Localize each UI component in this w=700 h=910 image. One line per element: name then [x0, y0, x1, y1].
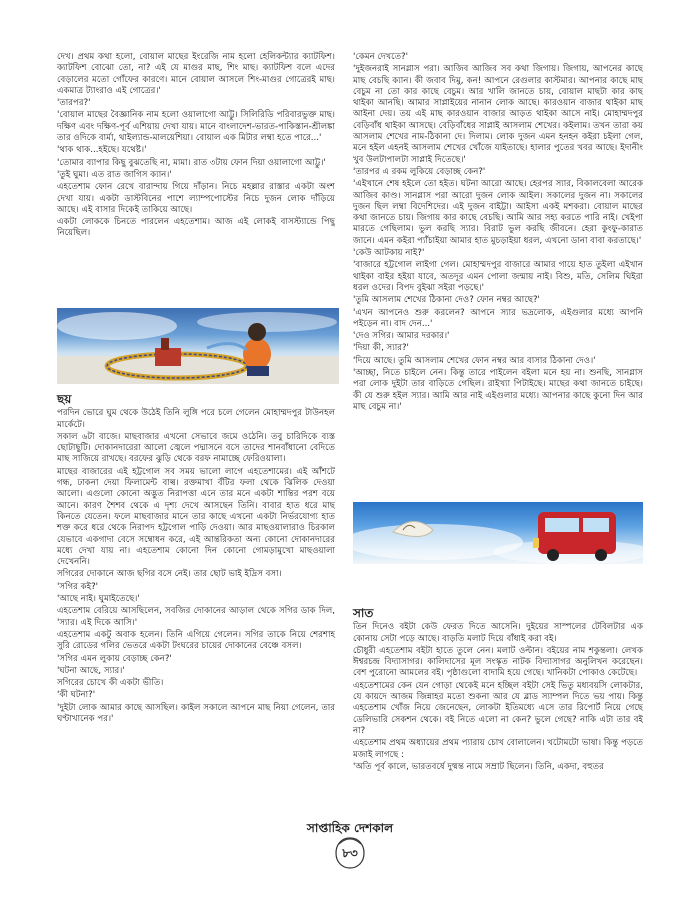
paragraph: 'দিয়া কী, স্যার?' — [353, 343, 409, 354]
left-column-lower — [57, 388, 335, 726]
paragraph: 'কেউ আটকায় নাই?' — [353, 248, 425, 259]
paragraph: এহতেশামের কেন যেন গোড়া থেকেই মনে হচ্ছিল বইটা সেই ভিতু মধ্যবয়সি লোকটার, যে কায়দে আজম জিন্নাহর মতো শুকনা আর যে ব্লাড স্যাম্পল দিতে ভয় পায়। কিন্তু এহতেশাম খোঁজ নিয়ে জেনেছেন, লোকটা ইতিমধ্যে এসে তার রিপোর্ট নিয়ে গেছে ডেলিভারি সেকশন থেকে। বই নিতে এলো না কেন? ভুলে গেছে? নাকি এটা তার বই না? — [353, 680, 643, 736]
paragraph: 'দেও সগির। আমার দরকার।' — [353, 331, 450, 342]
paragraph: 'তোমার ব্যাপার কিছু বুঝতেছি না, মামা। রাত ৩টায় ফোন দিয়া ওয়ালাগো আট্টু।' — [57, 157, 326, 168]
paragraph: 'এইখানে শেষ হইলে তো হইত। ঘটনা আরো আছে। হেরপর স্যার, বিকালবেলা আরেক আজিব কাণ্ড। সানগ্লাস পরা আরো দুজন লোক আইল। সকালের দুজন না। সকালের দুজন ছিল লম্বা বিদেশিদের। এই দুজন বাইট্টা। আইসা একই মশকরা। বোয়াল মাছের কথা জানতে চায়। জিগায় কার কাছে বেচছি। আমি আর সহ্য করতে পারি নাই। খেইপা মারতে গেছিলাম। ভুল করছি স্যার। বিরাট ভুল করছি জীবনে। হেরা কুংফু-কারাত জানে। এমন কইরা প্যাঁচাইয়া আমার হাত মুচড়াইয়া ধরল, এখনো ডানা বাবা করতাছে।' — [353, 179, 643, 246]
paragraph: 'তুই ঘুমা। এত রাত জাগিস ক্যান।' — [57, 169, 172, 180]
illustration-child-toy-track — [57, 308, 339, 384]
paragraph: মাছের বাজারের এই হট্টগোল সব সময় ভালো লাগে এহতেশামের। এই আঁশটে গন্ধ, ঢাকনা দেয়া ফিলামেন্ট বাল্ব। রক্তমাখা বঁটির ফলা থেকে ঝিলিক দেওয়া আলো। এগুলো কোনো অদ্ভুত নিরাপত্তা এনে তার মনে একটা শান্তির পরশ বয়ে আনে। কারণ শৈশব থেকে এ দৃশ্য দেখে আসছেন তিনি। বাবার হাত ধরে মাছ কিনতে যেতেন। ফলে মাছবাজার মানে তার কাছে এখনো একটা নির্ভরযোগ্য হাত শক্ত করে ধরে থেকে নিরাপদ হট্টগোল পাড়ি দেওয়া। আর মাছওয়ালারাও চিরকাল যেভাবে একগাদা বেসে সম্বোধন করে, এই আন্তরিকতা অন্য কোনো দোকানদারের মধ্যে দেখা যায় না। এহতেশাম কোনো দিন কোনো গোমড়ামুখো মাছওয়ালা দেখেননি। — [57, 466, 335, 568]
paragraph: 'বোয়াল মাছের বৈজ্ঞানিক নাম হলো ওয়ালাগো আট্টু। সিলিরিডি পরিবারভুক্ত মাছ। দক্ষিণ এবং দক্ষিণ-পূর্ব এশিয়ায় দেখা যায়। মানে বাংলাদেশ-ভারত-পাকিস্তান-শ্রীলঙ্কা তার ওদিকে বার্মা, থাইল্যান্ড-মালয়েশিয়া। বোয়াল এক মিটার লম্বা হতে পারে...' — [57, 110, 335, 144]
paragraph: 'সগির এমন লুকায় বেড়াচ্ছ কেন?' — [57, 653, 172, 664]
right-column-lower — [353, 602, 643, 774]
paragraph: 'বাজারে হট্টগোল লাইগা গেল। মোহাম্মদপুর বাজারে আমার গায়ে হাত তুইলা এইখান থাইকা বাইর হইয়া যাবে, অতদূর এমন পোলা জন্মায় নাই। বিশু, মতি, সেলিম ঘিইরা ধরল ওদের। বিপদ বুইঝা সইরা পড়ছে।' — [353, 260, 643, 293]
illustration-bus-and-book — [353, 502, 643, 564]
paragraph: 'তুমি আসলাম শেখের ঠিকানা দেও? ফোন নম্বর আছে?' — [353, 295, 540, 306]
paragraph: 'তারপর?' — [57, 98, 91, 109]
paragraph: এহতেশাম প্রথম অধ্যায়ের প্রথম প্যারায় চোখ বোলালেন। খটোমটো ভাষা। কিন্তু পড়তে মজাই লাগছে : — [353, 738, 643, 760]
paragraph: এহতেশাম একটু অবাক হলেন। তিনি এগিয়ে গেলেন। সগির তাকে নিয়ে শেরশাহ সুরি রোডের গলির ভেতরে একটা টংঘরের চায়ের দোকানের বেঞ্চে বসল। — [57, 629, 335, 652]
paragraph: 'ঘটনা আছে, স্যার।' — [57, 665, 125, 676]
paragraph: একটা লোককে চিনতে পারলেন এহতেশাম। আজ এই লোকই বাসস্ট্যান্ডে পিছু নিয়েছিল। — [57, 217, 335, 239]
paragraph: 'কী ঘটনা?' — [57, 690, 96, 701]
page-number: ৮৩ — [342, 846, 358, 860]
right-column-top — [353, 52, 643, 414]
paragraph: 'সগির কই?' — [57, 581, 98, 592]
magazine-title: সাপ্তাহিক দেশকাল — [306, 821, 394, 835]
paragraph: 'দিয়ে আছে। তুমি আসলাম শেখের ফোন নম্বর আর বাসার ঠিকানা দেও।' — [353, 355, 596, 366]
paragraph: পরদিন ভোরে ঘুম থেকে উঠেই তিনি লুঙ্গি পরে চলে গেলেন মোহাম্মদপুর টাউনহল মার্কেটে। — [57, 408, 335, 430]
section-seven-body — [353, 622, 643, 773]
paragraph: সগিরের চোখে কী একটা ভীতি। — [57, 678, 164, 689]
left-column-top — [57, 52, 335, 241]
paragraph: 'দুইটা লোক আমার কাছে আসছিল। কাইল সকালে আপনে মাছ নিয়া গেলেন, তার ঘণ্টাখানেক পর।' — [57, 702, 335, 725]
paragraph: 'অতি পূর্ব কালে, ভারতবর্ষে দুষ্মন্ত নামে সম্রাট ছিলেন। তিনি, একদা, বহুতর — [353, 761, 604, 772]
page-number-badge — [333, 836, 367, 870]
paragraph: চৌধুরী এহতেশাম বইটা হাতে তুলে নেন। মলাট ওল্টান। বইয়ের নাম শকুন্তলা। লেখক ঈশ্বরচন্দ্র বিদ্যাসাগর। কালিদাসের মূল সংস্কৃত নাটক বিদ্যাসাগর অনুলিখন করেছেন। বেশ পুরোনো আমলের বই। পৃষ্ঠাগুলো বাদামি হয়ে গেছে। খানিকটা পোকাও কেটেছে। — [353, 645, 643, 679]
paragraph: 'থাক থাক...হইছে। যথেষ্ট।' — [57, 145, 147, 156]
paragraph: 'কেমন দেখতে?' — [353, 52, 408, 62]
section-six-body — [57, 408, 335, 725]
paragraph: এহতেশাম ফোন রেখে বারান্দায় গিয়ে দাঁড়ান। নিচে মহল্লার রাস্তার একটা অংশ দেখা যায়। একটা ডাস্টবিনের পাশে ল্যাম্পপোস্টের নিচে দুজন লোক দাঁড়িয়ে আছে। এই বাসার দিকেই তাকিয়ে আছে। — [57, 182, 335, 215]
paragraph: দেখ। প্রথম কথা হলো, বোয়াল মাছের ইংরেজি নাম হলো হেলিকন্ট্যার ক্যাটফিশ। ক্যাটফিশ বোঝো তো, না? এই যে মাগুর মাছ, শিং মাছ। ক্যাটফিশ বলে এদের বেড়ালের মতো গোঁফের কারণে। মানে বোয়াল আসলে শিং-মাগুর গোত্রেরই মাছ। একমাত্র ট্যাংরাও এই গোত্রের।' — [57, 52, 335, 96]
paragraph: সকাল ৬টা বাজে। মাছবাজার এখনো সেভাবে জমে ওঠেনি। তবু চারিদিকে ব্যস্ত ছোটাছুটি। দোকানদারেরা আলো জ্বেলে পদ্মাসনে বসে তাদের শানবাঁধানো বেদিতে মাছ সাজিয়ে রাখছে। বরফের ঝুড়ি থেকে বরফ নামাচ্ছে ফেরিওয়ালা। — [57, 431, 335, 465]
paragraph: এহতেশাম বেরিয়ে আসছিলেন, সবজির দোকানের আড়াল থেকে সগির ডাক দিল, 'স্যার। এই দিকে আসি।' — [57, 606, 335, 628]
section-heading-seven: সাত — [353, 606, 374, 620]
paragraph: 'আছে নাই। ঘুমাইতেছে।' — [57, 594, 140, 605]
paragraph: সগিরের দোকানে আজ ছগির বসে নেই। তার ছোট ভাই ইদ্রিস বসা। — [57, 569, 282, 580]
paragraph: 'দুইজনরাই সানগ্লাস পরা। আজিব আজিব সব কথা জিগায়। জিগায়, আপনের কাছে মাছ বেচছি ক্যান। কী জবাব দিমু, কন! আপনে রেগুলার কাস্টমার। আপনার কাছে মাছ বেচুম না তো কার কাছে বেচুম। আর খালি জানতে চায়, বোয়াল মাছটা কার কাছ থাইকা আনছি। আমার সাপ্লাইয়ের নানান লোক আছে। কারওয়ান বাজার থাইকা মাছ আইনা দেয়। তয় এই মাছ কারওয়ান বাজার আড়ত থাইকা আসে নাই। মোহাম্মদপুর বেড়িবাঁধ থাইকা আসছে। বেড়িবাঁধের সাপ্লাই আসলাম শেখের। কইলাম। তখন তারা কয় আসলাম শেখের নাম-ঠিকানা দে। দিলাম। লোক দুজন এমন হনহন কইরা চইলা গেল, মনে হইল এহনই আসলাম শেখের খোঁজে যাইতাছে। হালার পুতের খবর আছে। ইদানীং খুব উলটাপালটা সাপ্লাই দিতেছে।' — [353, 64, 643, 165]
paragraph: 'এখন আপনেও শুরু করলেন? আপনে স্যার ভদ্রলোক, এইগুলার মধ্যে আপনি পইড়েন না। বাদ দেন...' — [353, 307, 643, 329]
paragraph: 'তারপর এ রকম লুকিয়ে বেড়াচ্ছ কেন?' — [353, 166, 486, 177]
paragraph: 'আচ্ছা, নিতে চাইলে নেন। কিন্তু তারে পাইলেন বইলা মনে হয় না। শুনছি, সানগ্লাস পরা লোক দুইটা তার বাড়িতে গেছিল। রাইখ্যা পিটাইছে। মাছের কথা জানতে চাইছে। কী যে শুরু হইল স্যার। আমি আর নাই এইগুলার মধ্যে। আপনার কাছে কুনো দিন আর মাছ বেচুম না।' — [353, 368, 643, 412]
section-heading-six: ছয় — [57, 392, 72, 406]
paragraph: তিন দিনেও বইটা কেউ ফেরত দিতে আসেনি। দুইয়ের সাস্পলের টেবিলটার এক কোনায় সেটা পড়ে আছে। বাড়তি মলাট দিয়ে বাঁধাই করা বই। — [353, 622, 643, 644]
